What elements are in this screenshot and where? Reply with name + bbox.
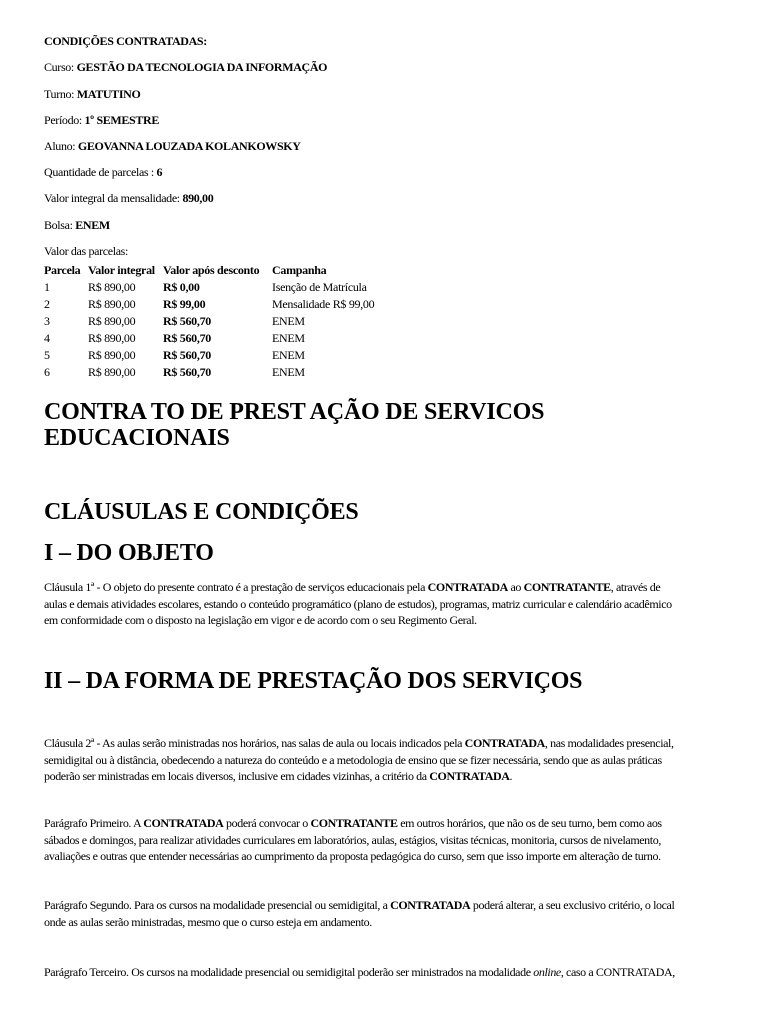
table-cell: R$ 890,00 (88, 280, 136, 294)
clauses-heading: CLÁUSULAS E CONDIÇÕES (44, 499, 359, 525)
clause-2: Cláusula 2ª - As aulas serão ministradas nos horários, nas salas de aula ou locais indicados pela CONTRATADA, nas modalidades presencial, semidigital ou à distância, obedecendo a natureza do conteúdo e a metodologia de ensino que se fizer necessária, sendo que as aulas práticas poderão ser ministradas em locais diversos, inclusive em cidades vizinhas, a critério da CONTRATADA. (44, 736, 674, 783)
column-header: Valor após desconto (163, 263, 260, 277)
table-row (44, 364, 415, 381)
parcels-label: Valor das parcelas: (44, 244, 128, 258)
table-cell: 2 (44, 297, 50, 311)
field-course: Curso: GESTÃO DA TECNOLOGIA DA INFORMAÇÃO (44, 60, 328, 74)
table-cell: R$ 890,00 (88, 331, 136, 345)
contract-title-line2: EDUCACIONAIS (44, 425, 230, 451)
contract-title (44, 399, 544, 451)
field-installments: Quantidade de parcelas : 6 (44, 165, 163, 179)
table-row (44, 279, 415, 296)
clause-1: Cláusula 1ª - O objeto do presente contrato é a prestação de serviços educacionais pela CONTRATADA ao CONTRATANTE, através de aulas e demais atividades escolares, estando o conteúdo programático (plano de estudos), programas, matriz curricular e calendário acadêmico em conformidade com o disposto na legislação em vigor e de acordo com o seu Regimento Geral. (44, 580, 672, 627)
table-cell: 4 (44, 331, 50, 345)
paragraph-second: Parágrafo Segundo. Para os cursos na modalidade presencial ou semidigital, a CONTRATADA poderá alterar, a seu exclusivo critério, o local onde as aulas serão ministradas, mesmo que o curso esteja em andamento. (44, 898, 675, 929)
parcels-table (44, 262, 415, 381)
section1-heading: I – DO OBJETO (44, 540, 214, 566)
table-cell: 5 (44, 348, 50, 362)
table-row (44, 313, 415, 330)
table-cell: R$ 890,00 (88, 348, 136, 362)
table-cell: ENEM (272, 314, 305, 328)
table-cell: R$ 560,70 (163, 331, 211, 345)
paragraph-first: Parágrafo Primeiro. A CONTRATADA poderá convocar o CONTRATANTE em outros horários, que não os de seu turno, bem como aos sábados e domingos, para realizar atividades curriculares em laboratórios, aulas, estágios, visitas técnicas, monitoria, cursos de nivelamento, avaliações e outras que entender necessárias ao cumprimento da proposta pedagógica do curso, sem que isso importe em alteração de turno. (44, 816, 662, 863)
table-cell: ENEM (272, 331, 305, 345)
table-cell: Isenção de Matrícula (272, 280, 367, 294)
paragraph-third: Parágrafo Terceiro. Os cursos na modalidade presencial ou semidigital poderão ser ministrados na modalidade online, caso a CONTRATADA, (44, 965, 675, 979)
field-period: Período: 1º SEMESTRE (44, 113, 159, 127)
table-cell: R$ 890,00 (88, 297, 136, 311)
table-row (44, 330, 415, 347)
column-header: Valor integral (88, 263, 155, 277)
table-cell: R$ 560,70 (163, 365, 211, 379)
column-header: Campanha (272, 263, 327, 277)
field-scholarship: Bolsa: ENEM (44, 218, 110, 232)
table-cell: ENEM (272, 348, 305, 362)
column-header: Parcela (44, 263, 81, 277)
field-shift: Turno: MATUTINO (44, 87, 141, 101)
table-cell: Mensalidade R$ 99,00 (272, 297, 375, 311)
table-row (44, 296, 415, 313)
conditions-title: CONDIÇÕES CONTRATADAS: (44, 34, 207, 48)
table-cell: ENEM (272, 365, 305, 379)
table-cell: R$ 890,00 (88, 314, 136, 328)
table-header-row (44, 262, 415, 279)
field-monthly-value: Valor integral da mensalidade: 890,00 (44, 191, 214, 205)
table-cell: R$ 560,70 (163, 348, 211, 362)
table-cell: 3 (44, 314, 50, 328)
contract-title-line1: CONTRA TO DE PREST AÇÃO DE SERVICOS (44, 399, 545, 425)
section2-heading: II – DA FORMA DE PRESTAÇÃO DOS SERVIÇOS (44, 668, 583, 694)
table-row (44, 347, 415, 364)
field-student: Aluno: GEOVANNA LOUZADA KOLANKOWSKY (44, 139, 301, 153)
table-cell: R$ 99,00 (163, 297, 206, 311)
table-cell: R$ 560,70 (163, 314, 211, 328)
table-cell: 6 (44, 365, 50, 379)
table-cell: R$ 0,00 (163, 280, 200, 294)
table-cell: 1 (44, 280, 50, 294)
table-cell: R$ 890,00 (88, 365, 136, 379)
